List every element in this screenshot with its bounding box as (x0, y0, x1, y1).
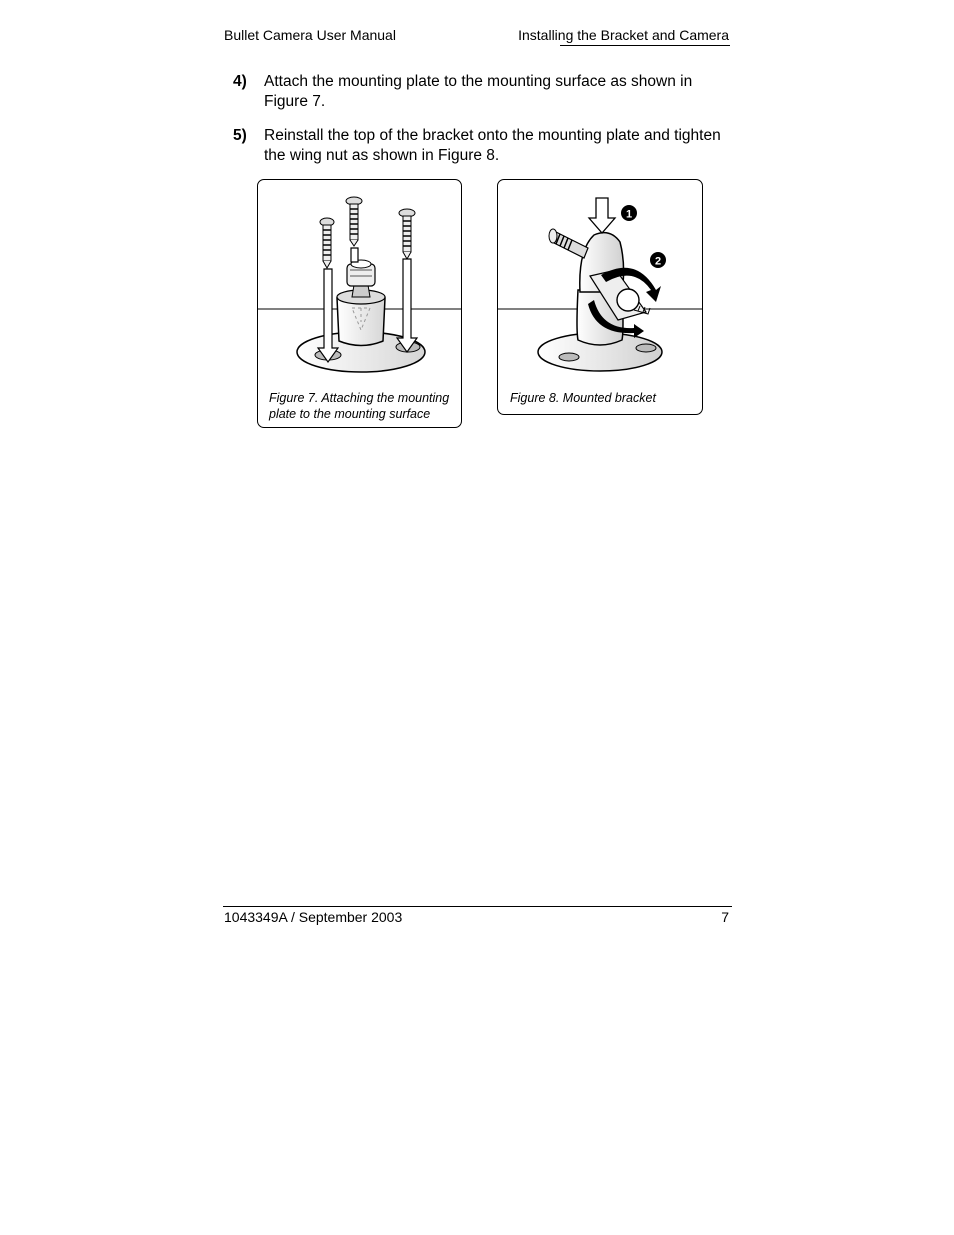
step-text: Reinstall the top of the bracket onto the mounting plate and tighten the wing nut as shown in Figure 8. (264, 127, 721, 164)
figure-8-panel (497, 179, 703, 415)
arrow-center-stem (351, 248, 358, 262)
arrow-left (318, 269, 338, 362)
screw-left (320, 218, 334, 268)
header-document-title: Bullet Camera User Manual (224, 27, 396, 43)
figure-8-illustration (498, 180, 702, 414)
header-section-title: Installing the Bracket and Camera (518, 27, 729, 43)
footer-document-number: 1043349A / September 2003 (224, 909, 403, 925)
figure-8-caption: Figure 8. Mounted bracket (510, 391, 656, 405)
step-4 (233, 72, 733, 112)
figure-7-panel (257, 179, 462, 428)
step-number: 5) (233, 127, 247, 144)
swivel-stud (549, 229, 588, 258)
callout-2-label: 2 (654, 255, 662, 268)
screw-right (399, 209, 415, 259)
down-arrow (589, 198, 615, 233)
step-number: 4) (233, 73, 247, 90)
arrow-right (397, 259, 417, 352)
footer-rule (223, 906, 732, 907)
screw-center (346, 197, 362, 246)
step-text: Attach the mounting plate to the mounting surface as shown in Figure 7. (264, 73, 693, 110)
footer-page-number: 7 (721, 909, 729, 925)
header-rule (560, 45, 730, 46)
callout-1-label: 1 (625, 208, 633, 221)
figure-7-illustration (258, 180, 461, 427)
figure-7-caption: Figure 7. Attaching the mounting plate to the mounting surface (269, 391, 450, 421)
step-5 (233, 126, 733, 166)
